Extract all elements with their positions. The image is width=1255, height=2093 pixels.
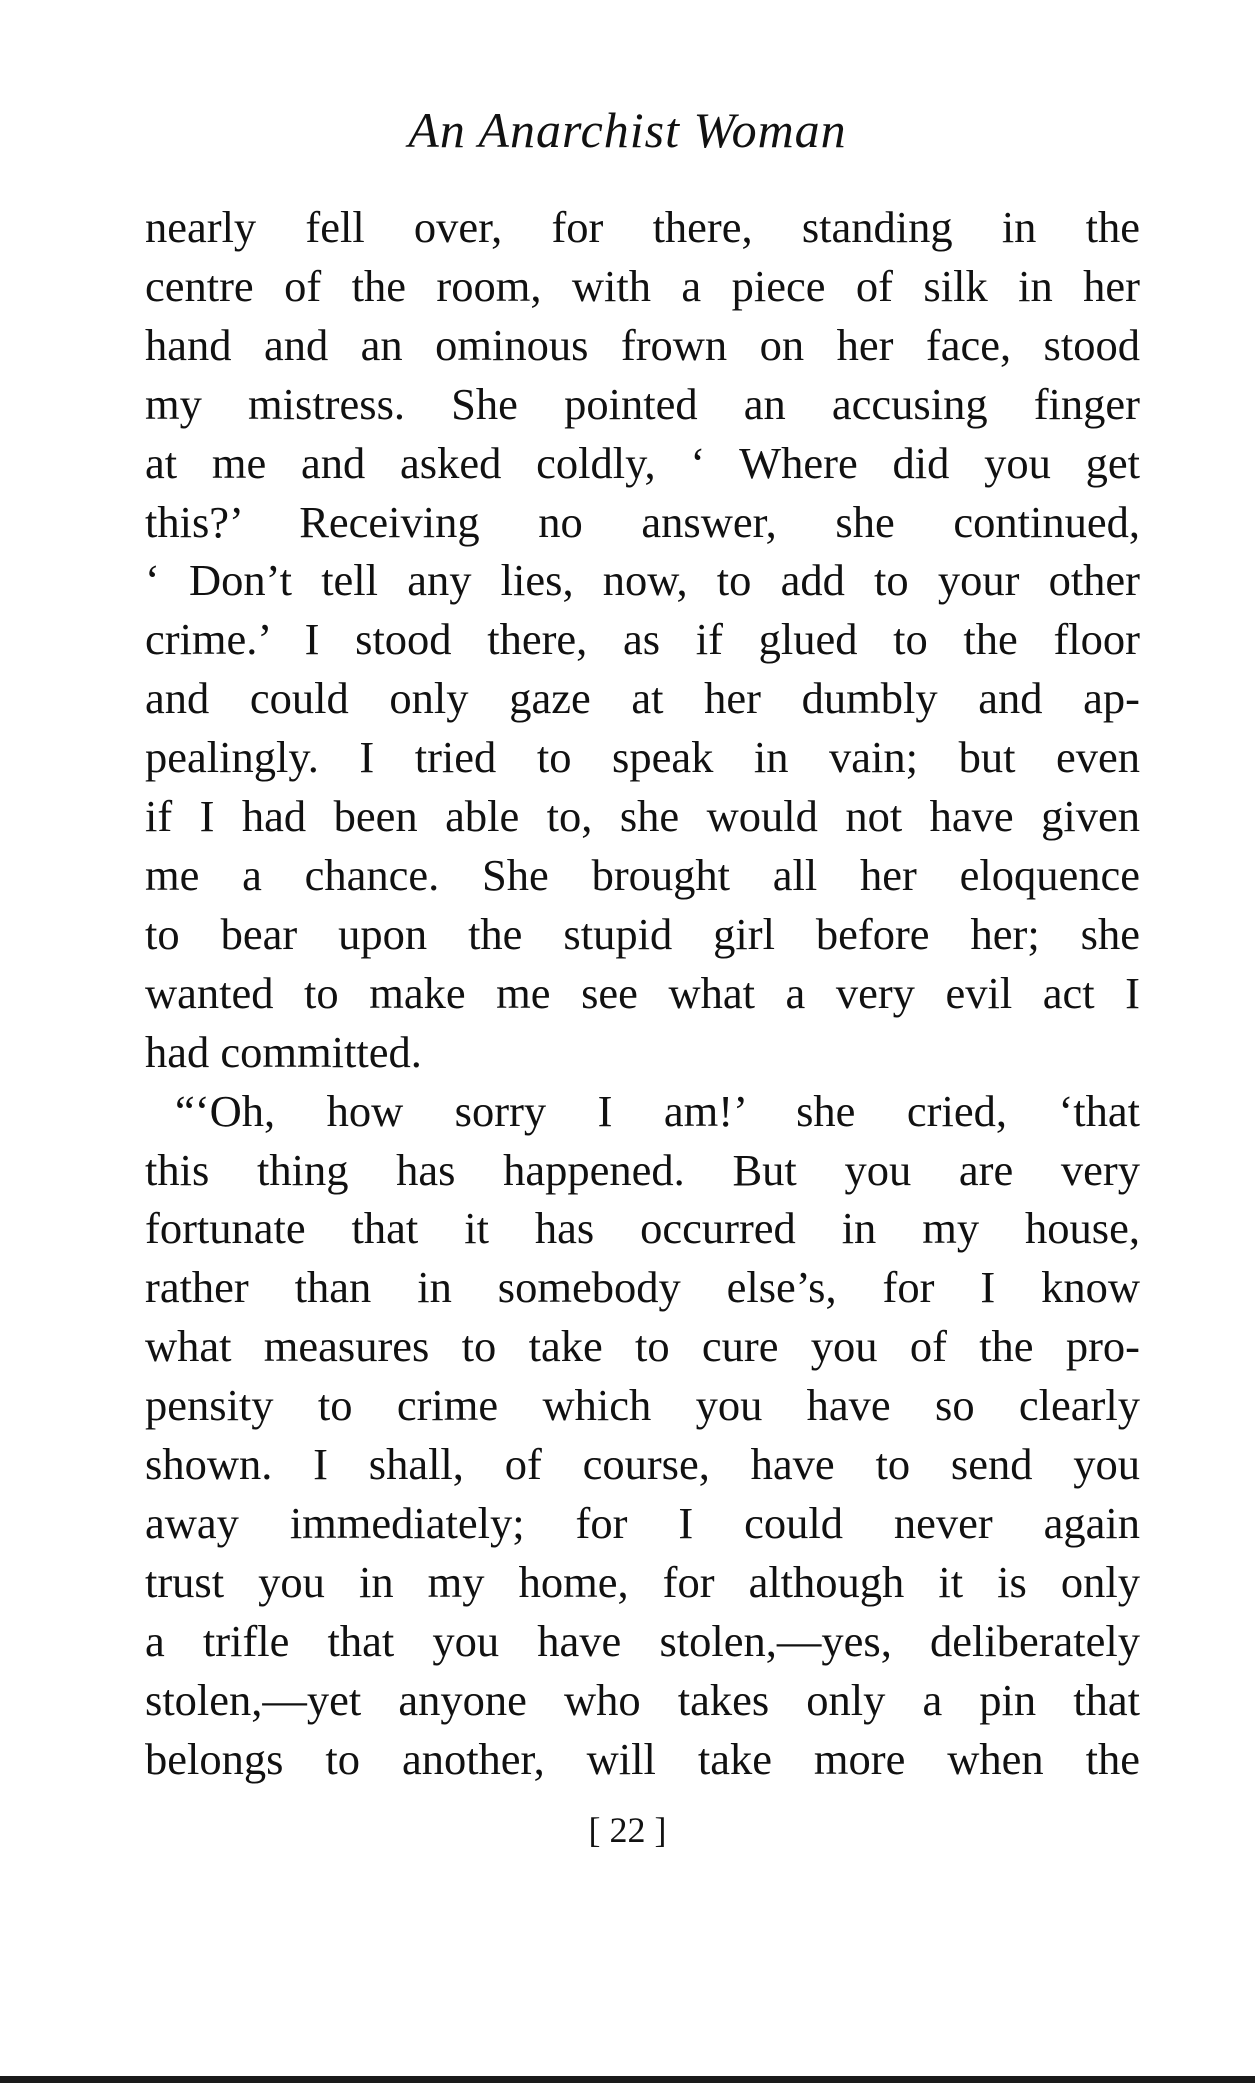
text-line: nearly fell over, for there, standing in the (145, 202, 1140, 252)
text-line: this?’ Receiving no answer, she continued, (145, 496, 1140, 547)
text-line: ‘ Don’t tell any lies, now, to add to your other (145, 555, 1140, 606)
text-line: crime.’ I stood there, as if glued to the floor (145, 614, 1140, 665)
text-line: what measures to take to cure you of the pro- (145, 1321, 1140, 1372)
text-line: if I had been able to, she would not have given (145, 791, 1140, 842)
running-head: An Anarchist Woman (408, 102, 847, 158)
page-number: [ 22 ] (588, 1810, 667, 1850)
text-line: pealingly. I tried to speak in vain; but even (145, 732, 1140, 783)
text-line: “‘Oh, how sorry I am!’ she cried, ‘that (175, 1085, 1140, 1136)
text-line: me a chance. She brought all her eloquence (145, 849, 1140, 900)
text-line: shown. I shall, of course, have to send you (145, 1439, 1140, 1490)
text-line: centre of the room, with a piece of silk in her (145, 260, 1140, 311)
body-text (145, 198, 1140, 1788)
text-line: and could only gaze at her dumbly and ap- (145, 673, 1140, 724)
text-line: rather than in somebody else’s, for I know (145, 1262, 1140, 1313)
text-line: belongs to another, will take more when the (145, 1733, 1140, 1784)
text-line: fortunate that it has occurred in my house, (145, 1203, 1140, 1254)
text-line: this thing has happened. But you are very (145, 1144, 1140, 1195)
text-line: trust you in my home, for although it is only (145, 1556, 1140, 1607)
text-line: away immediately; for I could never again (145, 1497, 1140, 1548)
text-line: wanted to make me see what a very evil act I (145, 967, 1140, 1018)
text-line: my mistress. She pointed an accusing finger (145, 378, 1140, 429)
bottom-rule (0, 2076, 1255, 2083)
text-line: a trifle that you have stolen,—yes, deliberately (145, 1615, 1140, 1666)
text-line: stolen,—yet anyone who takes only a pin that (145, 1674, 1140, 1725)
text-line: at me and asked coldly, ‘ Where did you get (145, 437, 1140, 488)
text-line: hand and an ominous frown on her face, stood (145, 319, 1140, 370)
text-line: had committed. (145, 1026, 422, 1077)
text-line: pensity to crime which you have so clearly (145, 1380, 1140, 1431)
text-line: to bear upon the stupid girl before her; she (145, 908, 1140, 959)
